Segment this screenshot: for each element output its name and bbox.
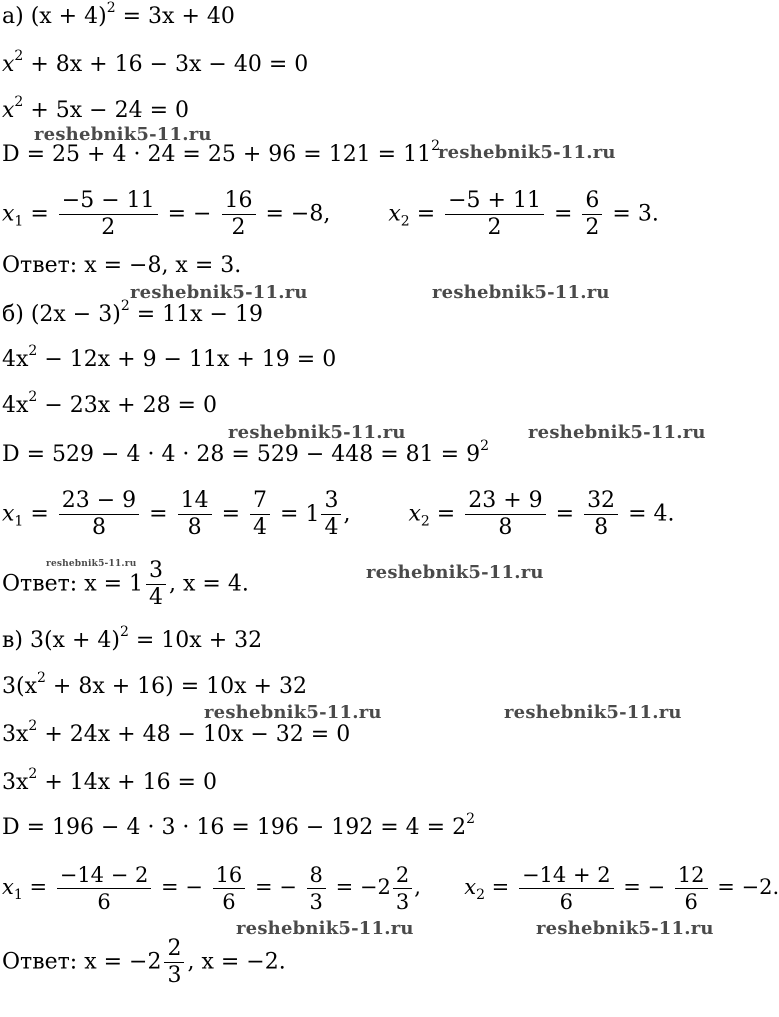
part-b-roots: $x_1$ = $\frac{23 - 9}{8}$ = $\frac{14}{8}$ = $\frac{7}{4}$ = 1 $\frac{3}{4}$ , $x_2$ = $\frac{23 + 9}{8}$ = $\frac{32}{8}$ = 4. xyxy=(2,488,675,540)
watermark: reshebnik5-11.ru xyxy=(528,422,706,443)
part-v-discriminant: $D = 196 - 4 \cdot 3 \cdot 16 = 196 - 192 = 4 = 2^2$ xyxy=(2,811,475,840)
part-v-distribute: $3x^2 + 24x + 48 - 10x - 32 = 0$ xyxy=(2,718,351,747)
watermark: reshebnik5-11.ru xyxy=(366,562,544,583)
part-b-expand: $4x^2 - 12x + 9 - 11x + 19 = 0$ xyxy=(2,343,337,372)
watermark: reshebnik5-11.ru xyxy=(46,559,137,569)
part-b-heading: б) $(2x - 3)^2 = 11x - 19$ xyxy=(2,298,263,327)
watermark: reshebnik5-11.ru xyxy=(228,422,406,443)
part-v-answer: Ответ: x = −2 $\frac{2}{3}$ , x = −2. xyxy=(2,936,286,988)
part-a-roots: $x_1$ = $\frac{-5 - 11}{2}$ = − $\frac{16}{2}$ = −8, $x_2$ = $\frac{-5 + 11}{2}$ = $\frac{6}{2}$ = 3. xyxy=(2,188,659,240)
part-v-expand: $3(x^2 + 8x + 16) = 10x + 32$ xyxy=(2,670,307,699)
part-a-expand: $x^2 + 8x + 16 - 3x - 40 = 0$ xyxy=(2,48,309,77)
part-a-simplified: $x^2 + 5x - 24 = 0$ xyxy=(2,94,189,123)
part-a-answer: Ответ: x = −8, x = 3. xyxy=(2,253,242,278)
watermark: reshebnik5-11.ru xyxy=(536,918,714,939)
watermark: reshebnik5-11.ru xyxy=(204,702,382,723)
part-b-simplified: $4x^2 - 23x + 28 = 0$ xyxy=(2,389,217,418)
watermark: reshebnik5-11.ru xyxy=(130,282,308,303)
part-a-heading: а) $(x + 4)^2 = 3x + 40$ xyxy=(2,0,235,29)
part-v-roots: $x_1$ = $\frac{-14 - 2}{6}$ = − $\frac{16}{6}$ = − $\frac{8}{3}$ = −2 $\frac{2}{3}$ , $x_2$ = $\frac{-14 + 2}{6}$ = − $\frac{12}{6}$ = −2. xyxy=(2,863,779,914)
watermark: reshebnik5-11.ru xyxy=(34,124,212,145)
part-b-answer: Ответ: x = 1 $\frac{3}{4}$ , x = 4. xyxy=(2,558,249,610)
watermark: reshebnik5-11.ru xyxy=(432,282,610,303)
part-v-heading: в) $3(x + 4)^2 = 10x + 32$ xyxy=(2,624,263,653)
part-b-discriminant: $D = 529 - 4 \cdot 4 \cdot 28 = 529 - 448 = 81 = 9^2$ xyxy=(2,438,489,467)
watermark: reshebnik5-11.ru xyxy=(438,142,616,163)
watermark: reshebnik5-11.ru xyxy=(504,702,682,723)
part-v-simplified: $3x^2 + 14x + 16 = 0$ xyxy=(2,766,217,795)
watermark: reshebnik5-11.ru xyxy=(236,918,414,939)
part-a-discriminant: $D = 25 + 4 \cdot 24 = 25 + 96 = 121 = 11^2$ xyxy=(2,138,441,167)
